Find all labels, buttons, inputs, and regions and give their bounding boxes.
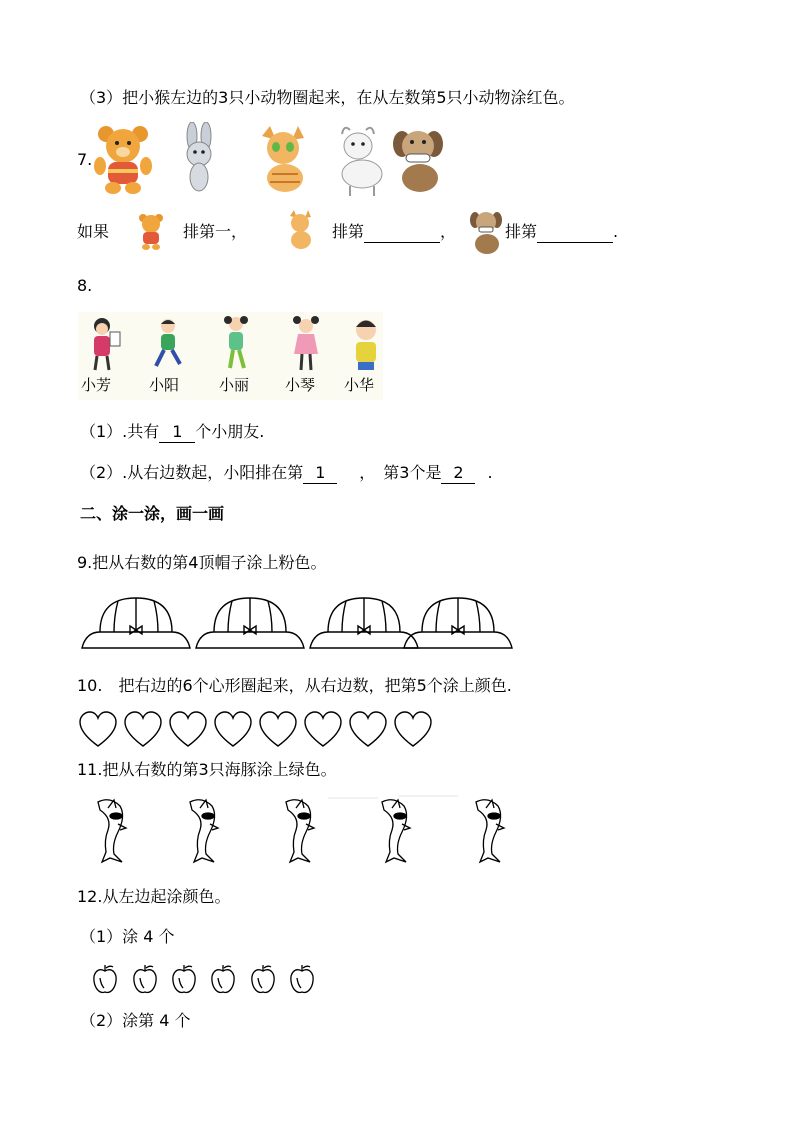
q8-sub2-prefix: （2）.从右边数起，小阳排在第 <box>80 463 304 482</box>
heart-icon <box>395 712 431 746</box>
kid-name: 小阳 <box>149 376 180 394</box>
q7-third-suffix: . <box>613 222 619 241</box>
q7-second-blank[interactable] <box>364 222 440 243</box>
q8-sub1-answer[interactable]: 1 <box>159 422 195 443</box>
apple-icon <box>173 965 195 992</box>
q7-if-label: 如果 <box>77 222 110 241</box>
heart-row <box>78 710 438 750</box>
dolphin-row <box>78 792 528 864</box>
kid-name: 小芳 <box>81 376 112 394</box>
cat-image <box>262 126 304 192</box>
dolphin-image <box>98 800 126 862</box>
rabbit-image <box>187 122 211 191</box>
heart-icon <box>125 712 161 746</box>
dog-small-image <box>468 206 504 256</box>
goat-image <box>342 128 382 196</box>
q10-instruction: 10. 把右边的6个心形圈起来，从右边数，把第5个涂上颜色. <box>77 676 512 695</box>
heart-icon <box>80 712 116 746</box>
q7-second-prefix: 排第 <box>332 222 365 241</box>
kid-name: 小琴 <box>285 376 316 394</box>
apple-row <box>90 962 322 996</box>
hat-image <box>82 598 190 648</box>
q8-sub2-answer1[interactable]: 1 <box>303 463 337 484</box>
kid-image <box>356 320 376 370</box>
bear-small-image <box>136 212 166 252</box>
q7-second <box>332 222 456 243</box>
q8-sub1-suffix: 个小朋友. <box>195 422 265 441</box>
heart-icon <box>170 712 206 746</box>
q7-third <box>505 222 618 243</box>
apple-icon <box>94 965 116 992</box>
apple-icon <box>252 965 274 992</box>
apple-icon <box>134 965 156 992</box>
heart-icon <box>260 712 296 746</box>
kid-image <box>224 316 248 368</box>
q8-sub2-suffix: . <box>487 463 493 482</box>
q11-instruction: 11.把从右数的第3只海豚涂上绿色。 <box>77 760 337 779</box>
q7-first-text: 排第一， <box>183 222 248 241</box>
heart-icon <box>350 712 386 746</box>
q8-number: 8. <box>77 276 93 295</box>
q9-instruction: 9.把从右数的第4顶帽子涂上粉色。 <box>77 553 327 572</box>
q7-third-blank[interactable] <box>537 222 613 243</box>
section2-title: 二、涂一涂，画一画 <box>80 504 225 523</box>
q8-sub2-answer2[interactable]: 2 <box>441 463 475 484</box>
cat-small-image <box>285 210 315 252</box>
dolphin-image <box>190 800 218 862</box>
q8-kids-panel <box>78 312 383 400</box>
q7-animal-row <box>92 122 452 198</box>
apple-icon <box>212 965 234 992</box>
q8-sub1-prefix: （1）.共有 <box>80 422 160 441</box>
q12-sub2: （2）涂第 4 个 <box>80 1011 191 1030</box>
heart-icon <box>305 712 341 746</box>
hat-image <box>310 598 418 648</box>
q7-third-prefix: 排第 <box>505 222 538 241</box>
kid-image <box>94 318 120 370</box>
kid-name: 小丽 <box>219 376 250 394</box>
bear-image <box>94 126 152 194</box>
dog-image <box>393 131 443 192</box>
hat-image <box>196 598 304 648</box>
kid-image <box>293 316 319 370</box>
dolphin-image <box>382 800 410 862</box>
q12-title: 12.从左边起涂颜色。 <box>77 887 231 906</box>
hat-image <box>404 598 512 648</box>
q7-second-suffix: ， <box>440 222 457 241</box>
kid-name: 小华 <box>344 376 375 394</box>
q8-sub2-mid: ， 第3个是 <box>359 463 442 482</box>
apple-icon <box>291 965 313 992</box>
dolphin-image <box>476 800 504 862</box>
q12-sub1: （1）涂 4 个 <box>80 927 175 946</box>
hat-row <box>78 594 518 654</box>
q8-sub2 <box>80 463 493 484</box>
q3-instruction: （3）把小猴左边的3只小动物圈起来，在从左数第5只小动物涂红色。 <box>80 88 575 107</box>
q8-sub1 <box>80 422 264 443</box>
dolphin-image <box>286 800 314 862</box>
heart-icon <box>215 712 251 746</box>
q7-number: 7. <box>77 150 93 169</box>
kid-image <box>156 319 180 366</box>
